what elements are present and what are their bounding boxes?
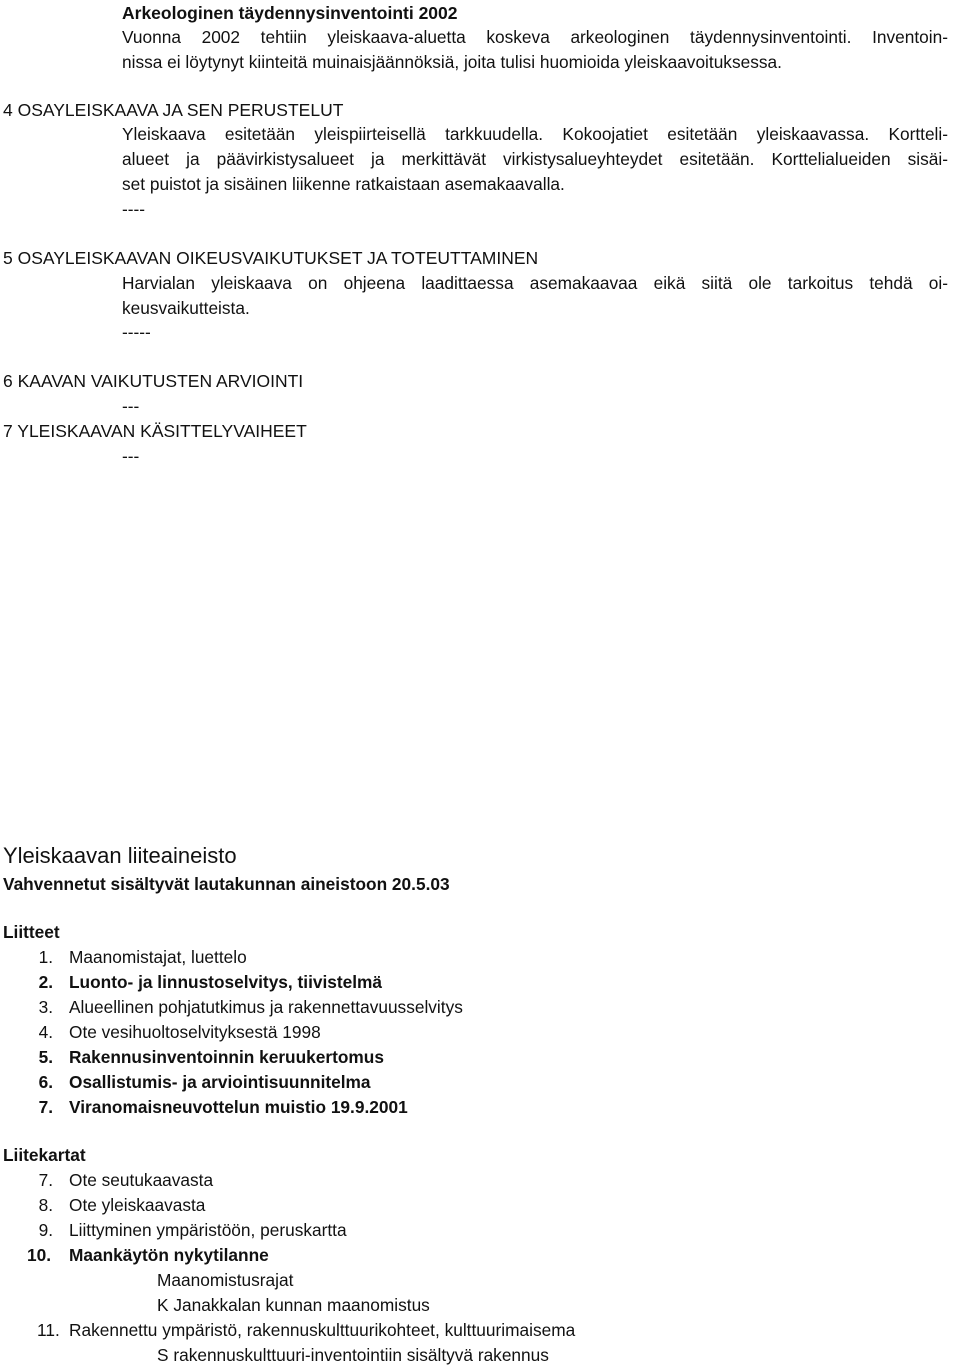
liitteet-heading: Liitteet	[3, 922, 60, 942]
section-5-line-2: keusvaikutteista.	[122, 298, 250, 318]
liitekartat-heading: Liitekartat	[3, 1145, 86, 1165]
list-item-text: Liittyminen ympäristöön, peruskartta	[69, 1220, 347, 1240]
list-item-text: Ote seutukaavasta	[69, 1170, 214, 1190]
arch-heading: Arkeologinen täydennysinventointi 2002	[122, 3, 458, 23]
list-item-number: 7.	[38, 1170, 53, 1190]
list-item-text: Maanomistusrajat	[157, 1270, 294, 1290]
list-item-number: 3.	[38, 997, 53, 1017]
appendix-subtitle: Vahvennetut sisältyvät lautakunnan aineistoon 20.5.03	[3, 874, 450, 894]
list-item-number: 7.	[38, 1097, 53, 1117]
list-item-text: Osallistumis- ja arviointisuunnitelma	[69, 1072, 371, 1092]
arch-line-1: Vuonna 2002 tehtiin yleiskaava-aluetta koskeva arkeologinen täydennysinventointi. Inventoin-	[122, 27, 948, 47]
list-item-text: Alueellinen pohjatutkimus ja rakennettavuusselvitys	[69, 997, 463, 1017]
list-item-text: S rakennuskulttuuri-inventointiin sisältyvä rakennus	[157, 1345, 549, 1365]
list-item-text: Maanomistajat, luettelo	[69, 947, 247, 967]
section-4-heading: 4 OSAYLEISKAAVA JA SEN PERUSTELUT	[3, 100, 344, 120]
section-5-dashes: -----	[122, 322, 151, 342]
list-item-text: Ote vesihuoltoselvityksestä 1998	[69, 1022, 321, 1042]
list-item-number: 5.	[38, 1047, 53, 1067]
list-item-number: 11.	[37, 1320, 60, 1340]
list-item-text: Ote yleiskaavasta	[69, 1195, 206, 1215]
list-item-number: 2.	[38, 972, 53, 992]
list-item-text: Viranomaisneuvottelun muistio 19.9.2001	[69, 1097, 408, 1117]
section-6-dashes: ---	[122, 396, 140, 416]
list-item-text: Luonto- ja linnustoselvitys, tiivistelmä	[69, 972, 383, 992]
section-5-heading: 5 OSAYLEISKAAVAN OIKEUSVAIKUTUKSET JA TOTEUTTAMINEN	[3, 248, 539, 268]
list-item-number: 9.	[38, 1220, 53, 1240]
list-item-number: 4.	[38, 1022, 53, 1042]
section-6-heading: 6 KAAVAN VAIKUTUSTEN ARVIOINTI	[3, 371, 304, 391]
section-5-line-1: Harvialan yleiskaava on ohjeena laadittaessa asemakaavaa eikä siitä ole tarkoitus tehdä oi-	[122, 273, 948, 293]
section-4-line-1: Yleiskaava esitetään yleispiirteisellä tarkkuudella. Kokoojatiet esitetään yleiskaavassa. Kortteli-	[122, 124, 948, 144]
list-item-number: 6.	[38, 1072, 53, 1092]
list-item-number: 8.	[38, 1195, 53, 1215]
list-item-number: 1.	[38, 947, 53, 967]
arch-line-2: nissa ei löytynyt kiinteitä muinaisjäännöksiä, joita tulisi huomioida yleiskaavoituksessa.	[122, 52, 782, 72]
section-4-line-3: set puistot ja sisäinen liikenne ratkaistaan asemakaavalla.	[122, 174, 565, 194]
list-item-text: Maankäytön nykytilanne	[69, 1245, 269, 1265]
list-item-text: Rakennusinventoinnin keruukertomus	[69, 1047, 384, 1067]
list-item-text: K Janakkalan kunnan maanomistus	[157, 1295, 430, 1315]
section-4-line-2: alueet ja päävirkistysalueet ja merkittävät virkistysalueyhteydet esitetään. Korttelialueiden sisäi-	[122, 149, 948, 169]
list-item-number: 10.	[27, 1245, 52, 1265]
section-7-dashes: ---	[122, 446, 140, 466]
section-4-dashes: ----	[122, 199, 146, 219]
appendix-title: Yleiskaavan liiteaineisto	[3, 843, 237, 868]
list-item-text: Rakennettu ympäristö, rakennuskulttuurikohteet, kulttuurimaisema	[69, 1320, 576, 1340]
section-7-heading: 7 YLEISKAAVAN KÄSITTELYVAIHEET	[3, 421, 307, 441]
